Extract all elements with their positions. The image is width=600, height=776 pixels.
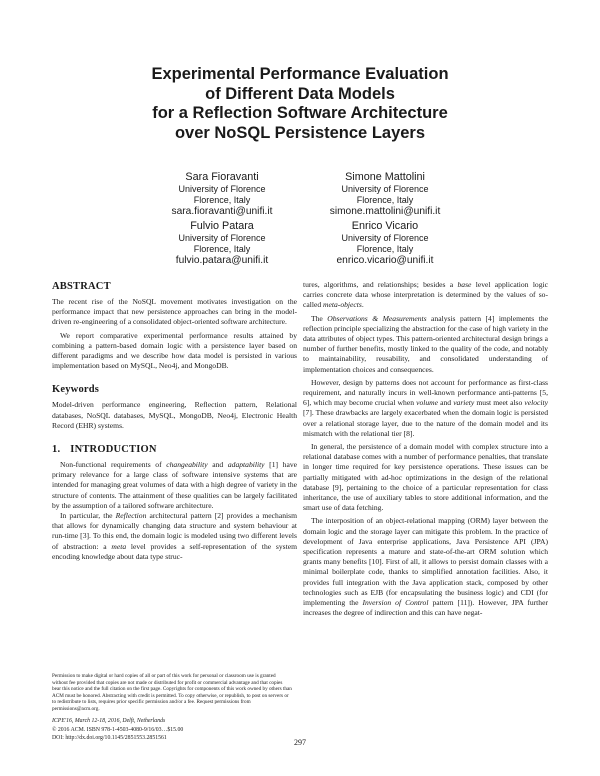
title-line: for a Reflection Software Architecture <box>152 104 448 122</box>
body-paragraph: In general, the persistence of a domain model with complex structure into a relational database comes with a number of performance penalties, that translate in longer time required for key persistence operations. These issues can be partially mitigated with ad-hoc optimizations in the design of the relational database [9], pertaining to the choice of a particular representation for class inheritance, the use of auxiliary tables to store additional information, and the smart use of data fetching. <box>303 442 548 513</box>
author-block <box>142 220 302 268</box>
title-line: of Different Data Models <box>205 84 395 103</box>
author-location: Florence, Italy <box>193 195 251 205</box>
author-block <box>305 171 465 219</box>
author-email[interactable]: sara.fioravanti@unifi.it <box>171 206 273 217</box>
right-column <box>303 280 548 619</box>
body-paragraph: However, design by patterns does not account for performance as first-class requirement, and naturally incurs in well-known performance anti-patterns [5, 6], which may become crucial when volume and variety must meet also velocity [7]. These drawbacks are largely exacerbated when the domain logic is persisted over a relational storage layer, due to the nature of the domain model and its mismatch with the relational tier [8]. <box>303 377 548 438</box>
author-name: Fulvio Patara <box>190 220 254 232</box>
author-name: Enrico Vicario <box>351 220 419 232</box>
section-number: 1. <box>52 444 61 456</box>
abstract-paragraph: The recent rise of the NoSQL movement motivates investigation on the performance impact that new persistence approaches can bring in the model-driven re-engineering of a consolidated object-oriented software architecture. <box>52 297 297 327</box>
author-block <box>305 220 465 268</box>
body-paragraph: tures, algorithms, and relationships; besides a base level application logic carries concrete data whose interpretation is determined by the values of so-called meta-objects. <box>303 280 548 310</box>
author-affiliation: University of Florence <box>341 184 429 194</box>
author-email[interactable]: enrico.vicario@unifi.it <box>336 255 434 266</box>
author-location: Florence, Italy <box>193 244 251 254</box>
keywords-heading: Keywords <box>52 384 100 396</box>
abstract-heading: ABSTRACT <box>52 281 111 292</box>
body-paragraph: The Observations & Measurements analysis pattern [4] implements the reflection principle specializing the abstraction for the case of high variety in the data attributes of object types. This pattern-oriented architectural design brings a number of further benefits, mostly linked to the quality of the code, and notably to maintainability, reusability, and consolidated understanding of implementation choices and consequences. <box>303 313 549 374</box>
title-line: Experimental Performance Evaluation <box>151 65 449 83</box>
left-column <box>52 280 297 562</box>
author-block <box>142 171 302 219</box>
author-affiliation: University of Florence <box>178 184 266 194</box>
section-title: INTRODUCTION <box>70 444 157 456</box>
title-line: over NoSQL Persistence Layers <box>174 123 426 142</box>
author-email[interactable]: fulvio.patara@unifi.it <box>175 255 269 266</box>
page-number: 297 <box>294 738 306 747</box>
introduction-heading <box>52 443 297 456</box>
copyright-line: © 2016 ACM. ISBN 978-1-4503-4080-9/16/03…$15.00 <box>52 726 184 733</box>
doi-link[interactable]: DOI: http://dx.doi.org/10.1145/2851553.2851561 <box>52 735 167 742</box>
intro-paragraph: Non-functional requirements of changeability and adaptability [1] have primary relevance for a large class of software intensive systems that are intended for managing great volumes of data with a high degree of variety in the structure of contents. The attainment of these qualities can be largely facilitated by the assumption of a tailored software architecture. <box>52 460 297 510</box>
author-location: Florence, Italy <box>356 244 414 254</box>
intro-paragraph: In particular, the Reflection architectural pattern [2] provides a mechanism that allows for dynamically changing data structure and system behaviour at run-time [3]. To this end, the domain logic is modeled using two different levels of abstraction: a meta level provides a self-representation of the system encoding knowledge about data type struc- <box>52 511 297 561</box>
keywords-text: Model-driven performance engineering, Reflection pattern, Relational databases, NoSQL databases, MySQL, MongoDB, Neo4j, Electronic Health Record (EHR) systems. <box>52 400 297 430</box>
author-location: Florence, Italy <box>356 195 414 205</box>
author-affiliation: University of Florence <box>341 233 429 243</box>
body-paragraph: The interposition of an object-relational mapping (ORM) layer between the domain logic and the storage layer can mitigate this problem. In the practice of development of Java enterprise applications, Java Persistence API (JPA) specification represents a mature and state-of-the-art ORM solution which grants many benefits [10]. First of all, it allows to persist domain classes with a minimal boilerplate code, thanks to simplified annotation facilities. Also, it provides full integration with the Java application stack, composed by other technologies such as EJB (for encapsulating the business logic) and CDI (for implementing the Inversion of Control pattern [11]). However, JPA further increases the degree of indirection and this can have negat- <box>303 516 548 618</box>
permission-text: Permission to make digital or hard copies of all or part of this work for personal or classroom use is granted without fee provided that copies are not made or distributed for profit or commercial advantage and that copies bear this notice and the full citation on the first page. Copyrights for components of this work owned by others than ACM must be honored. Abstracting with credit is permitted. To copy otherwise, or republish, to post on servers or to redistribute to lists, requires prior specific permission and/or a fee. Request permissions from permissions@acm.org. <box>52 673 292 712</box>
author-name: Simone Mattolini <box>345 171 425 183</box>
abstract-paragraph: We report comparative experimental performance results attained by combining a pattern-based domain logic with a persistence layer based on different paradigms and we describe how data model is persisted in various implementation based on MySQL, Neo4j, and MongoDB. <box>52 330 297 371</box>
author-name: Sara Fioravanti <box>185 171 259 183</box>
paper-title <box>80 65 520 143</box>
author-email[interactable]: simone.mattolini@unifi.it <box>329 206 441 217</box>
author-affiliation: University of Florence <box>178 233 266 243</box>
conference-name: ICPE'16, March 12-18, 2016, Delft, Netherlands <box>52 718 166 724</box>
permission-notice <box>52 673 292 713</box>
